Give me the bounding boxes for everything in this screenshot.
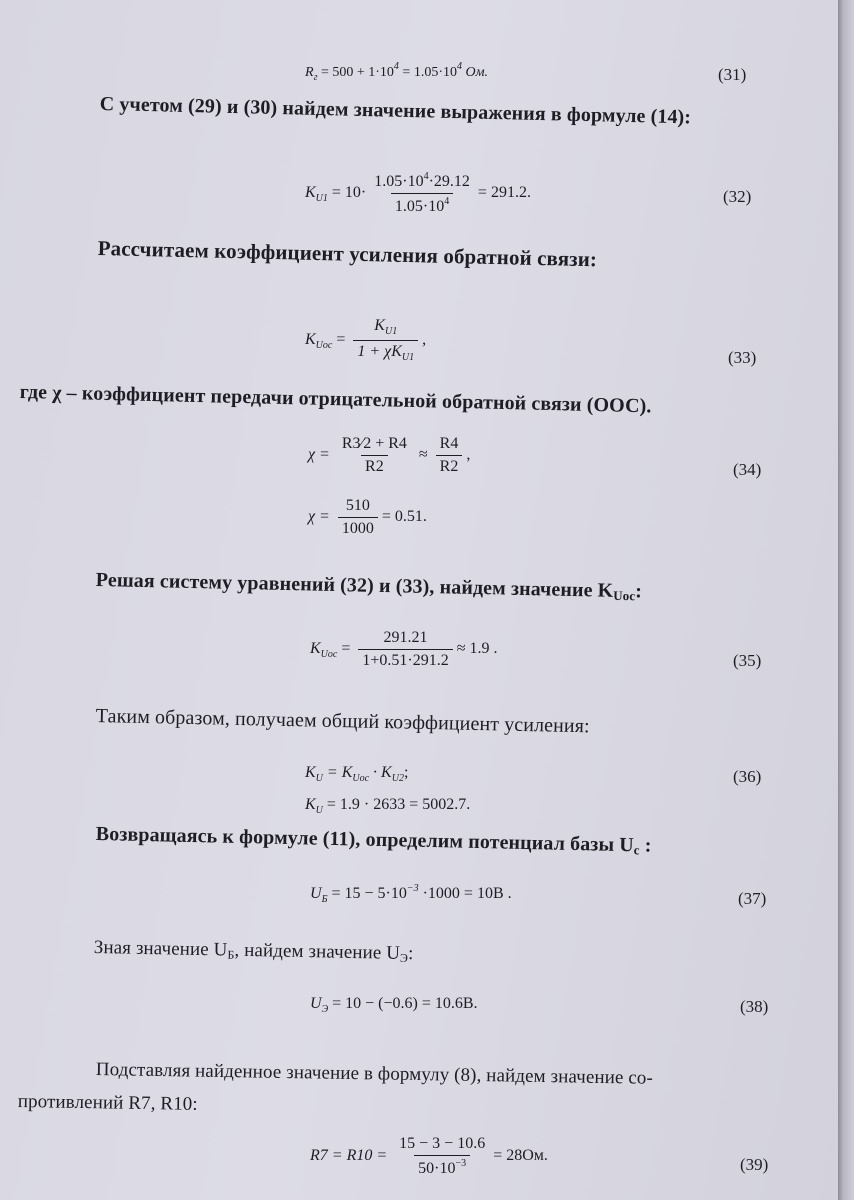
equation-number-39: (39) — [740, 1155, 769, 1174]
paragraph-8-line-1: Подставляя найденное значение в формулу (8), найдем значение со- — [95, 1059, 654, 1089]
equation-33: $K_{Uoc}$ = $\frac{K_{U1}}{1 + \chi K_{U1}}$ , — [305, 317, 427, 363]
paragraph-5: Таким образом, получаем общий коэффициент усиления: — [95, 705, 590, 738]
equation-37: $U_Б = 15 - 5\cdot 10^{-3} \cdot 1000 = 10B$ . — [310, 883, 512, 905]
equation-39: R7 = R10 = $\frac{15 - 3 - 10.6}{50\cdot 10^{-3}}$ = 28Ом. — [310, 1135, 548, 1177]
paragraph-8-line-2: противлений R7, R10: — [17, 1091, 198, 1115]
equation-number-33: (33) — [728, 348, 757, 367]
equation-number-34: (34) — [733, 460, 762, 479]
paragraph-7: Зная значение UБ, найдем значение UЭ: — [93, 937, 414, 966]
equation-number-32: (32) — [723, 187, 752, 206]
equation-number-36: (36) — [733, 767, 762, 786]
equation-31: $R_г = 500 + 1\cdot 10^4 = 1.05\cdot 10^4$ Ом. — [305, 61, 489, 83]
equation-number-38: (38) — [740, 997, 769, 1016]
equation-34a: χ = $\frac{R3⁄2 + R4}{R2}$ ≈ $\frac{R4}{R2}$ , — [308, 435, 471, 475]
paragraph-1: С учетом (29) и (30) найдем значение выражения в формуле (14): — [99, 93, 692, 129]
paragraph-4: Решая систему уравнений (32) и (33), найдем значение KUoc: — [95, 569, 643, 604]
page-edge — [838, 0, 854, 1200]
equation-32: $K_{U1} = 10\cdot$ $\frac{1.05\cdot 10^4\cdot 29.12}{1.05\cdot 10^4}$ = 291.2. — [305, 171, 531, 215]
equation-number-31: (31) — [718, 65, 747, 84]
paragraph-3: где χ – коэффициент передачи отрицательной обратной связи (ООС). — [19, 381, 652, 418]
equation-number-35: (35) — [733, 651, 762, 670]
equation-number-37: (37) — [738, 889, 767, 908]
equation-35: $K_{Uoc}$ = $\frac{291.21}{1+0.51\cdot 291.2}$ ≈ 1.9 . — [310, 629, 498, 669]
equation-36b: $K_U = 1.9 \cdot 2633 = 5002.7$. — [305, 796, 471, 816]
paragraph-2: Рассчитаем коэффициент усиления обратной связи: — [97, 236, 598, 272]
equation-34b: χ = $\frac{510}{1000}$ = 0.51. — [308, 497, 427, 537]
equation-36a: $K_U = K_{Uoc} \cdot K_{U2}$; — [305, 764, 409, 784]
paragraph-6: Возвращаясь к формуле (11), определим потенциал базы Uc : — [95, 823, 652, 858]
equation-38: $U_Э = 10 - (-0.6) = 10.6B$. — [310, 995, 478, 1015]
